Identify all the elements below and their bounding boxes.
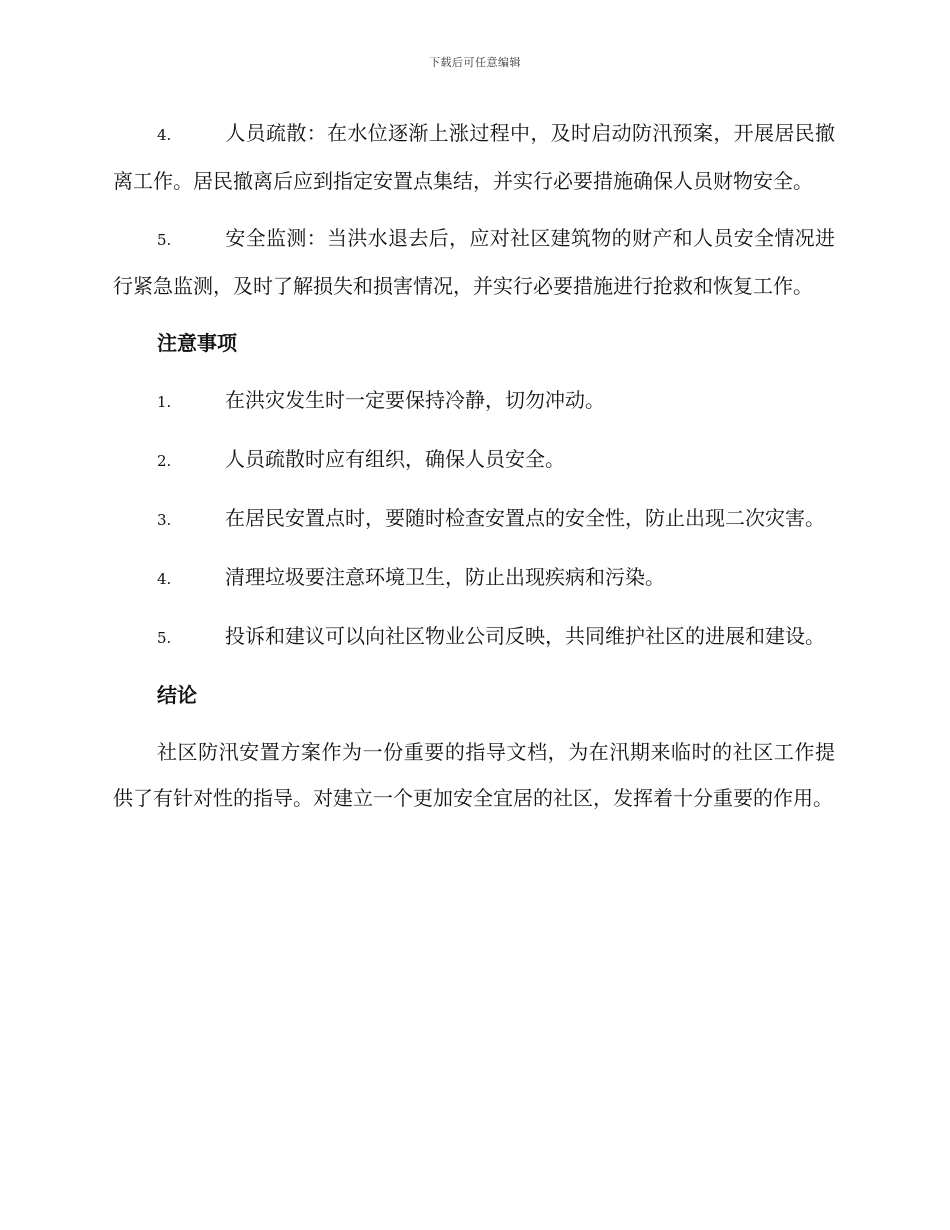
conclusion-heading: 结论 — [157, 683, 197, 707]
note-text: 投诉和建议可以向社区物业公司反映，共同维护社区的进展和建设。 — [225, 624, 825, 648]
note-item-1 — [113, 377, 835, 425]
note-number: 4. — [157, 570, 172, 588]
note-number: 1. — [157, 393, 172, 411]
note-text: 人员疏散时应有组织，确保人员安全。 — [225, 447, 565, 471]
note-number: 2. — [157, 452, 172, 470]
step-item-5 — [113, 215, 835, 309]
conclusion-paragraph: 社区防汛安置方案作为一份重要的指导文档，为在汛期来临时的社区工作提供了有针对性的指导。对建立一个更加安全宜居的社区，发挥着十分重要的作用。 — [113, 740, 835, 810]
note-item-3 — [113, 495, 835, 543]
note-item-5 — [113, 613, 835, 661]
note-text: 清理垃圾要注意环境卫生，防止出现疾病和污染。 — [225, 565, 665, 589]
step-item-4 — [113, 110, 835, 204]
notes-heading: 注意事项 — [157, 331, 237, 355]
step-number: 4. — [157, 126, 172, 144]
note-number: 3. — [157, 511, 172, 529]
note-text: 在洪灾发生时一定要保持冷静，切勿冲动。 — [225, 388, 605, 412]
step-number: 5. — [157, 231, 172, 249]
step-text: 安全监测：当洪水退去后，应对社区建筑物的财产和人员安全情况进行紧急监测，及时了解损失和损害情况，并实行必要措施进行抢救和恢复工作。 — [113, 226, 835, 298]
document-body — [113, 110, 835, 832]
note-item-2 — [113, 436, 835, 484]
note-text: 在居民安置点时，要随时检查安置点的安全性，防止出现二次灾害。 — [225, 506, 825, 530]
page-header: 下载后可任意编辑 — [429, 56, 521, 69]
step-text: 人员疏散：在水位逐渐上涨过程中，及时启动防汛预案，开展居民撤离工作。居民撤离后应到指定安置点集结，并实行必要措施确保人员财物安全。 — [113, 121, 835, 193]
note-number: 5. — [157, 629, 172, 647]
note-item-4 — [113, 554, 835, 602]
